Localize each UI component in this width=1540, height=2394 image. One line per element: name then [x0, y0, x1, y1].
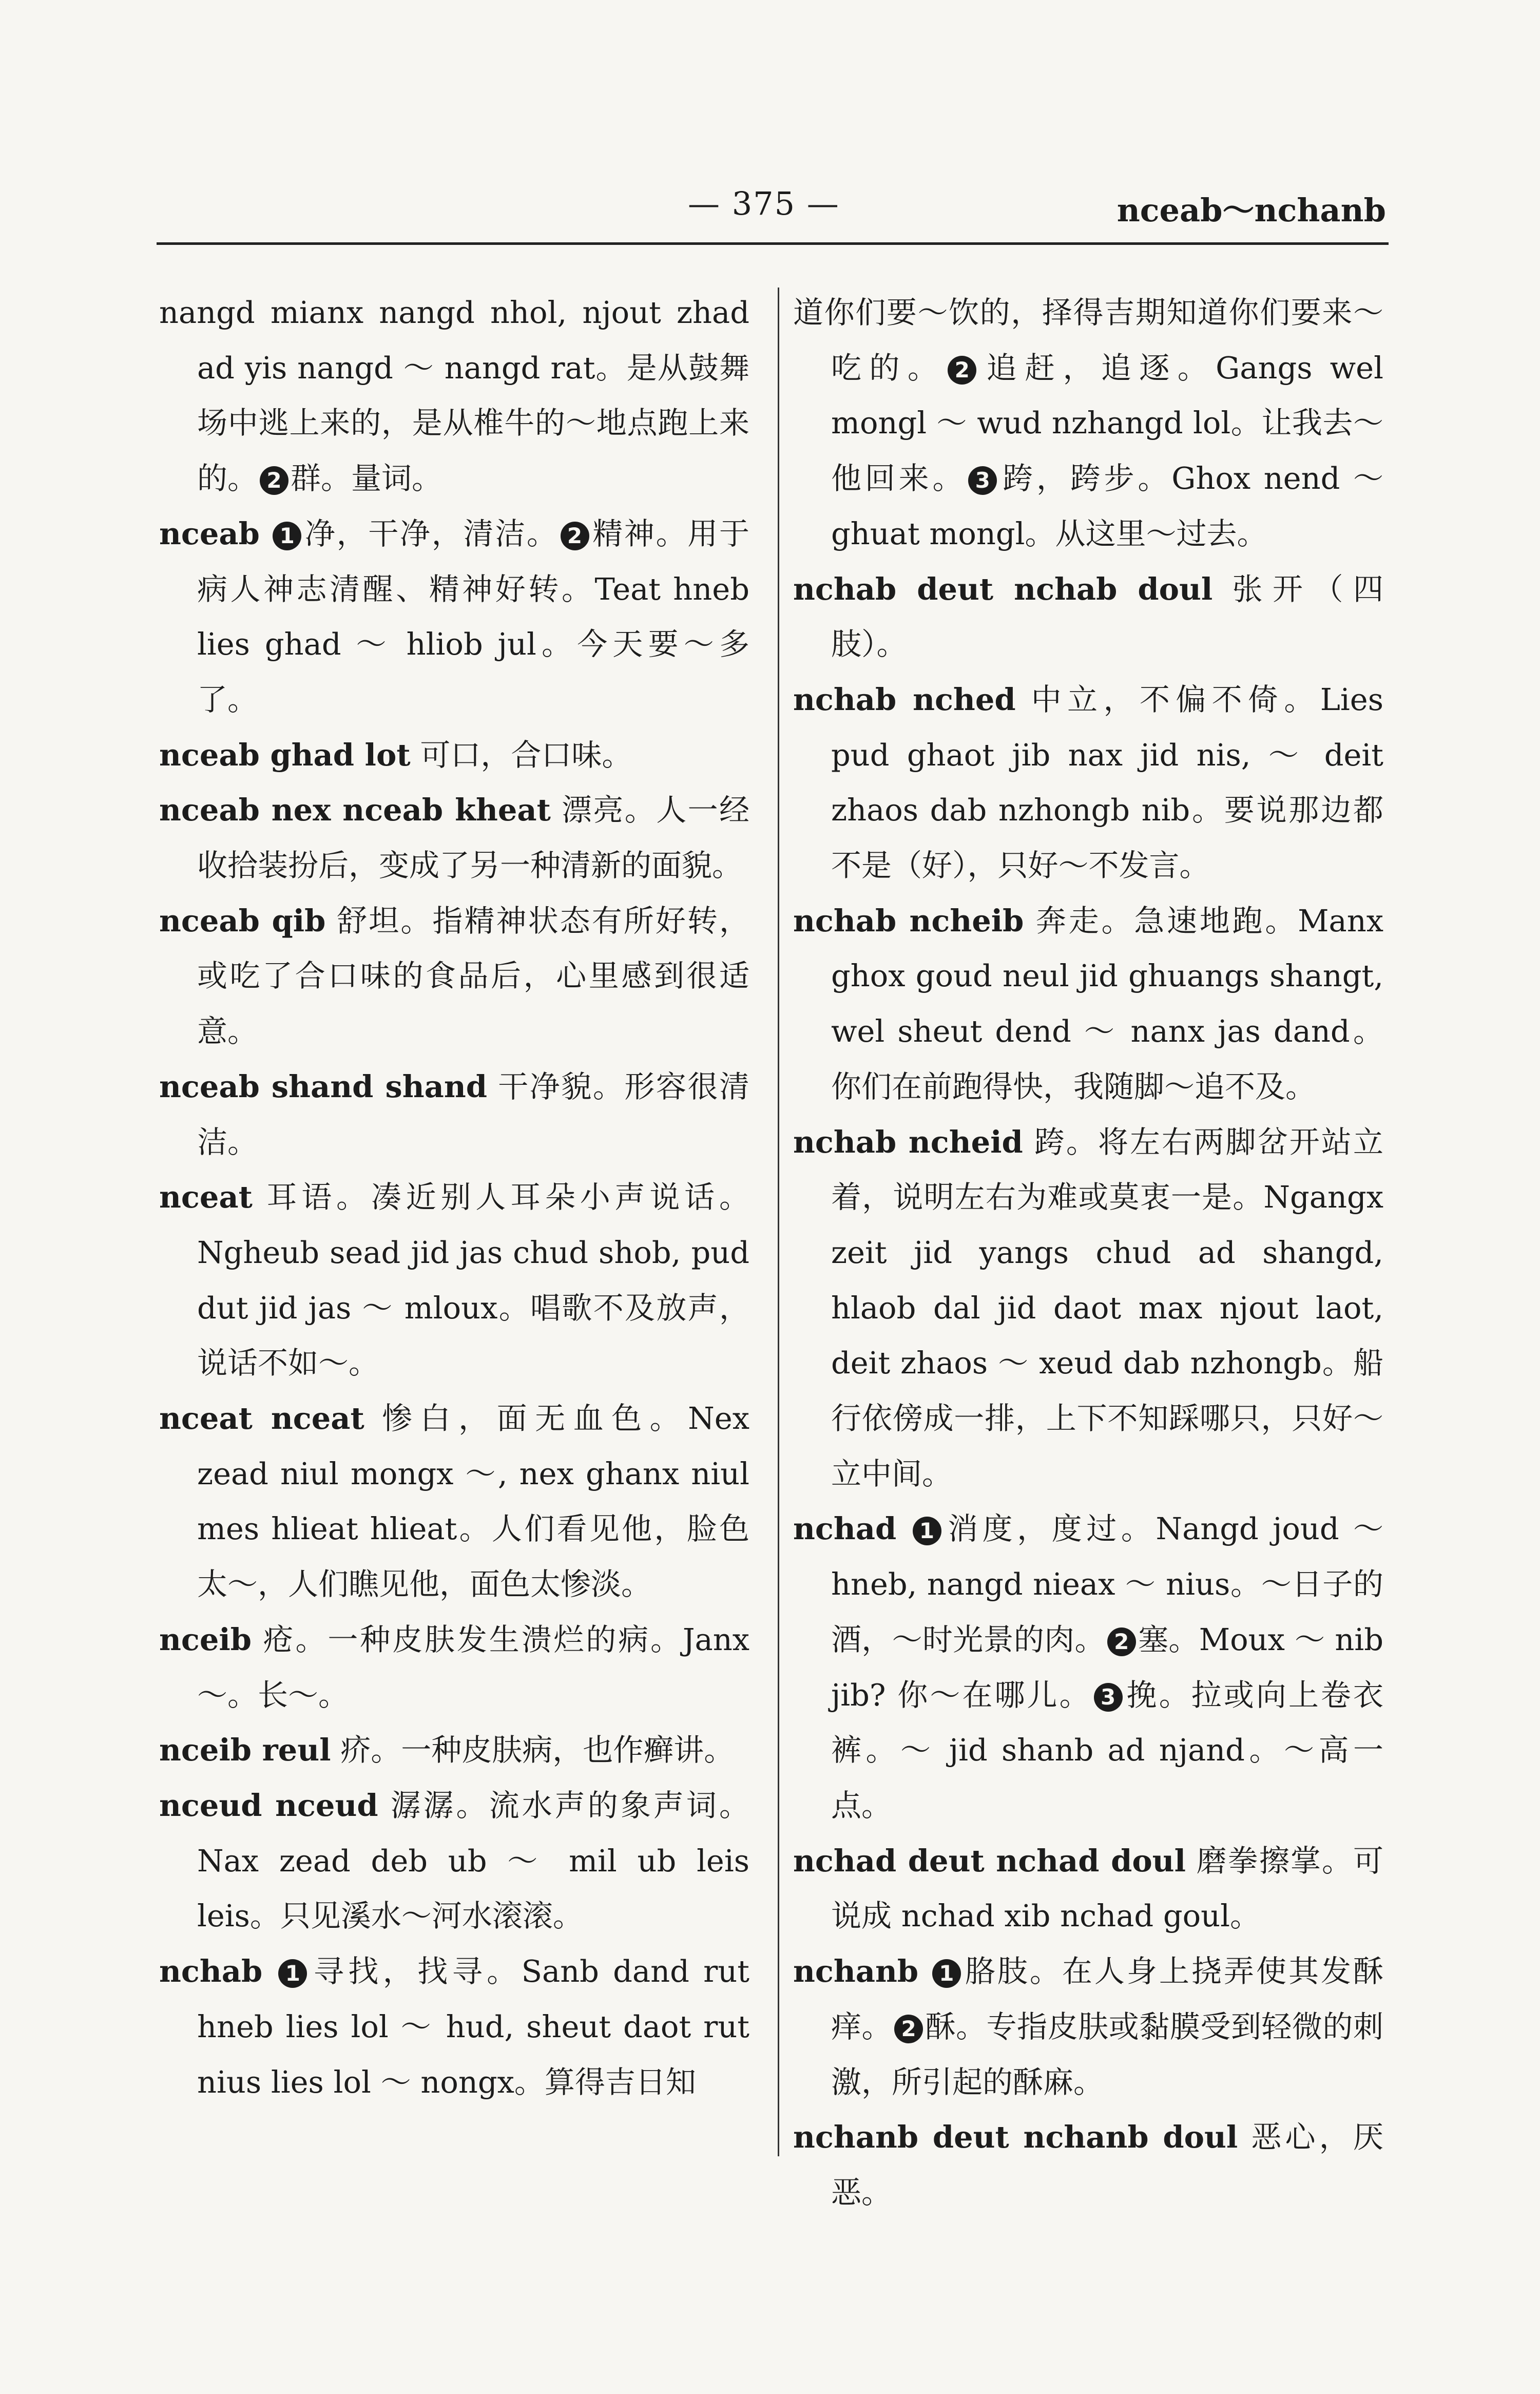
entry-headword: nceib — [159, 1621, 252, 1657]
entry-definition: 奔走。急速地跑。Manx ghox goud neul jid ghuangs shangt, wel sheut dend ～ nanx jas dand。你们在前跑得快，我随脚～追不及。 — [831, 903, 1383, 1104]
entry-definition: 挽。拉或向上卷衣裤。～ jid shanb ad njand。～高一点。 — [831, 1677, 1383, 1823]
entry-definition: 恶心，厌恶。 — [831, 2119, 1383, 2210]
entry-definition: 中立，不偏不倚。Lies pud ghaot jib nax jid nis, ～ deit zhaos dab nzhongb nib。要说那边都不是（好），只好～不发言。 — [831, 681, 1383, 884]
dictionary-entry — [159, 1612, 749, 1722]
entry-definition: 道你们要～饮的，择得吉期知道你们要来～吃的。 — [793, 295, 1383, 386]
dictionary-entry — [159, 727, 749, 783]
dictionary-entry — [793, 285, 1383, 562]
sense-number-marker: 3 — [1094, 1683, 1123, 1712]
dictionary-entry — [159, 1944, 749, 2110]
sense-number-marker: 2 — [561, 522, 589, 550]
page-number: — 375 — — [688, 185, 840, 222]
column-divider — [778, 288, 779, 2156]
sense-number-marker: 3 — [968, 466, 997, 495]
entry-definition: 寻找，找寻。Sanb dand rut hneb lies lol ～ hud, sheut daot rut nius lies lol ～ nongx。算得吉日知 — [197, 1953, 749, 2100]
entry-definition: 磨拳擦掌。可说成 nchad xib nchad goul。 — [831, 1843, 1383, 1934]
sense-number-marker: 2 — [948, 356, 976, 385]
entry-headword: nceab shand shand — [159, 1068, 487, 1104]
entry-headword: nceab nex nceab kheat — [159, 792, 551, 828]
entry-headword: nceab ghad lot — [159, 737, 411, 773]
entry-headword: nceab qib — [159, 903, 326, 939]
dictionary-entry — [159, 1391, 749, 1612]
header-rule — [157, 242, 1389, 245]
entry-definition: 净，干净，清洁。 — [303, 515, 559, 551]
entry-headword: nceab — [159, 515, 260, 551]
dictionary-entry — [793, 672, 1383, 893]
entry-definition: 惨白，面无血色。Nex zead niul mongx ～, nex ghanx niul mes hlieat hlieat。人们看见他，脸色太～，人们瞧见他，面色太惨淡。 — [197, 1401, 749, 1602]
entry-definition: 疮。一种皮肤发生溃烂的病。Janx ～。长～。 — [197, 1621, 749, 1713]
entry-definition: 精神。用于病人神志清醒、精神好转。Teat hneb lies ghad ～ hliob jul。今天要～多了。 — [197, 515, 749, 717]
entry-definition: 张开（四肢）。 — [831, 571, 1383, 662]
entry-definition: 耳语。凑近别人耳朵小声说话。Ngheub sead jid jas chud shob, pud dut jid jas ～ mloux。唱歌不及放声，说话不如～。 — [197, 1179, 749, 1381]
entry-definition: 胳肢。在人身上挠弄使其发酥痒。 — [831, 1953, 1383, 2044]
entry-definition: 漂亮。人一经收拾装扮后，变成了另一种清新的面貌。 — [197, 792, 749, 884]
dictionary-entry — [159, 1778, 749, 1944]
entry-definition: 舒坦。指精神状态有所好转，或吃了合口味的食品后，心里感到很适意。 — [197, 903, 749, 1049]
dictionary-entry — [159, 1059, 749, 1170]
dictionary-entry — [159, 782, 749, 893]
entry-headword: nchad deut nchad doul — [793, 1843, 1186, 1879]
entry-definition: 塞。Moux ～ nib jib? 你～在哪儿。 — [831, 1621, 1383, 1713]
entry-headword: nchab — [159, 1953, 263, 1989]
entry-headword: nceib reul — [159, 1732, 331, 1768]
entry-definition: 跨，跨步。Ghox nend ～ ghuat mongl。从这里～过去。 — [831, 461, 1383, 551]
dictionary-entry — [793, 2110, 1383, 2220]
entry-definition: 跨。将左右两脚岔开站立着，说明左右为难或莫衷一是。Ngangx zeit jid yangs chud ad shangd, hlaob dal jid daot max njout laot, deit zhaos ～ xeud dab nzhongb。船行依傍成一排，上下不知踩哪只，只好～立中间。 — [831, 1124, 1383, 1491]
entry-headword: nchanb — [793, 1953, 919, 1989]
dictionary-entry — [793, 1944, 1383, 2110]
sense-number-marker: 2 — [1107, 1627, 1136, 1656]
left-column — [159, 285, 749, 2110]
entry-definition: 潺潺。流水声的象声词。Nax zead deb ub ～ mil ub leis leis。只见溪水～河水滚滚。 — [197, 1787, 749, 1934]
entry-headword: nchab deut nchab doul — [793, 571, 1213, 607]
entry-definition: 酥。专指皮肤或黏膜受到轻微的刺激，所引起的酥麻。 — [831, 2008, 1383, 2100]
dictionary-entry — [159, 1170, 749, 1391]
sense-number-marker: 1 — [278, 1959, 307, 1988]
entry-headword: nchab ncheid — [793, 1124, 1023, 1160]
dictionary-entry — [793, 893, 1383, 1115]
entry-headword: nchab nched — [793, 681, 1016, 717]
dictionary-entry — [793, 1833, 1383, 1944]
dictionary-entry — [159, 506, 749, 727]
right-column — [793, 285, 1383, 2220]
sense-number-marker: 2 — [260, 466, 288, 495]
entry-definition: 干净貌。形容很清洁。 — [197, 1068, 749, 1160]
dictionary-entry — [159, 893, 749, 1059]
entry-definition: nangd mianx nangd nhol, njout zhad ad yis nangd ～ nangd rat。是从鼓舞场中逃上来的，是从椎牛的～地点跑上来的。 — [159, 295, 749, 496]
entry-definition: 消度，度过。Nangd joud ～ hneb, nangd nieax ～ nius。～日子的酒，～时光景的肉。 — [831, 1511, 1383, 1657]
entry-definition: 追赶，追逐。Gangs wel mongl ～ wud nzhangd lol。让我去～他回来。 — [831, 350, 1383, 496]
entry-definition: 可口，合口味。 — [420, 737, 632, 773]
entry-headword: nceat — [159, 1179, 253, 1215]
dictionary-entry — [793, 1115, 1383, 1502]
sense-number-marker: 1 — [273, 522, 301, 550]
running-head: nceab～nchanb — [1116, 191, 1386, 229]
sense-number-marker: 1 — [913, 1517, 941, 1545]
entry-headword: nchanb deut nchanb doul — [793, 2119, 1238, 2155]
dictionary-entry — [793, 1501, 1383, 1833]
dictionary-entry — [159, 1722, 749, 1778]
dictionary-entry — [159, 285, 749, 506]
sense-number-marker: 2 — [894, 2015, 923, 2043]
entry-headword: nchad — [793, 1511, 897, 1547]
entry-headword: nceat nceat — [159, 1401, 364, 1437]
entry-headword: nceud nceud — [159, 1787, 378, 1823]
entry-definition: 群。量词。 — [291, 461, 442, 496]
dictionary-entry — [793, 562, 1383, 672]
sense-number-marker: 1 — [932, 1959, 961, 1988]
entry-headword: nchab ncheib — [793, 903, 1024, 939]
entry-definition: 疥。一种皮肤病，也作癣讲。 — [340, 1732, 735, 1768]
